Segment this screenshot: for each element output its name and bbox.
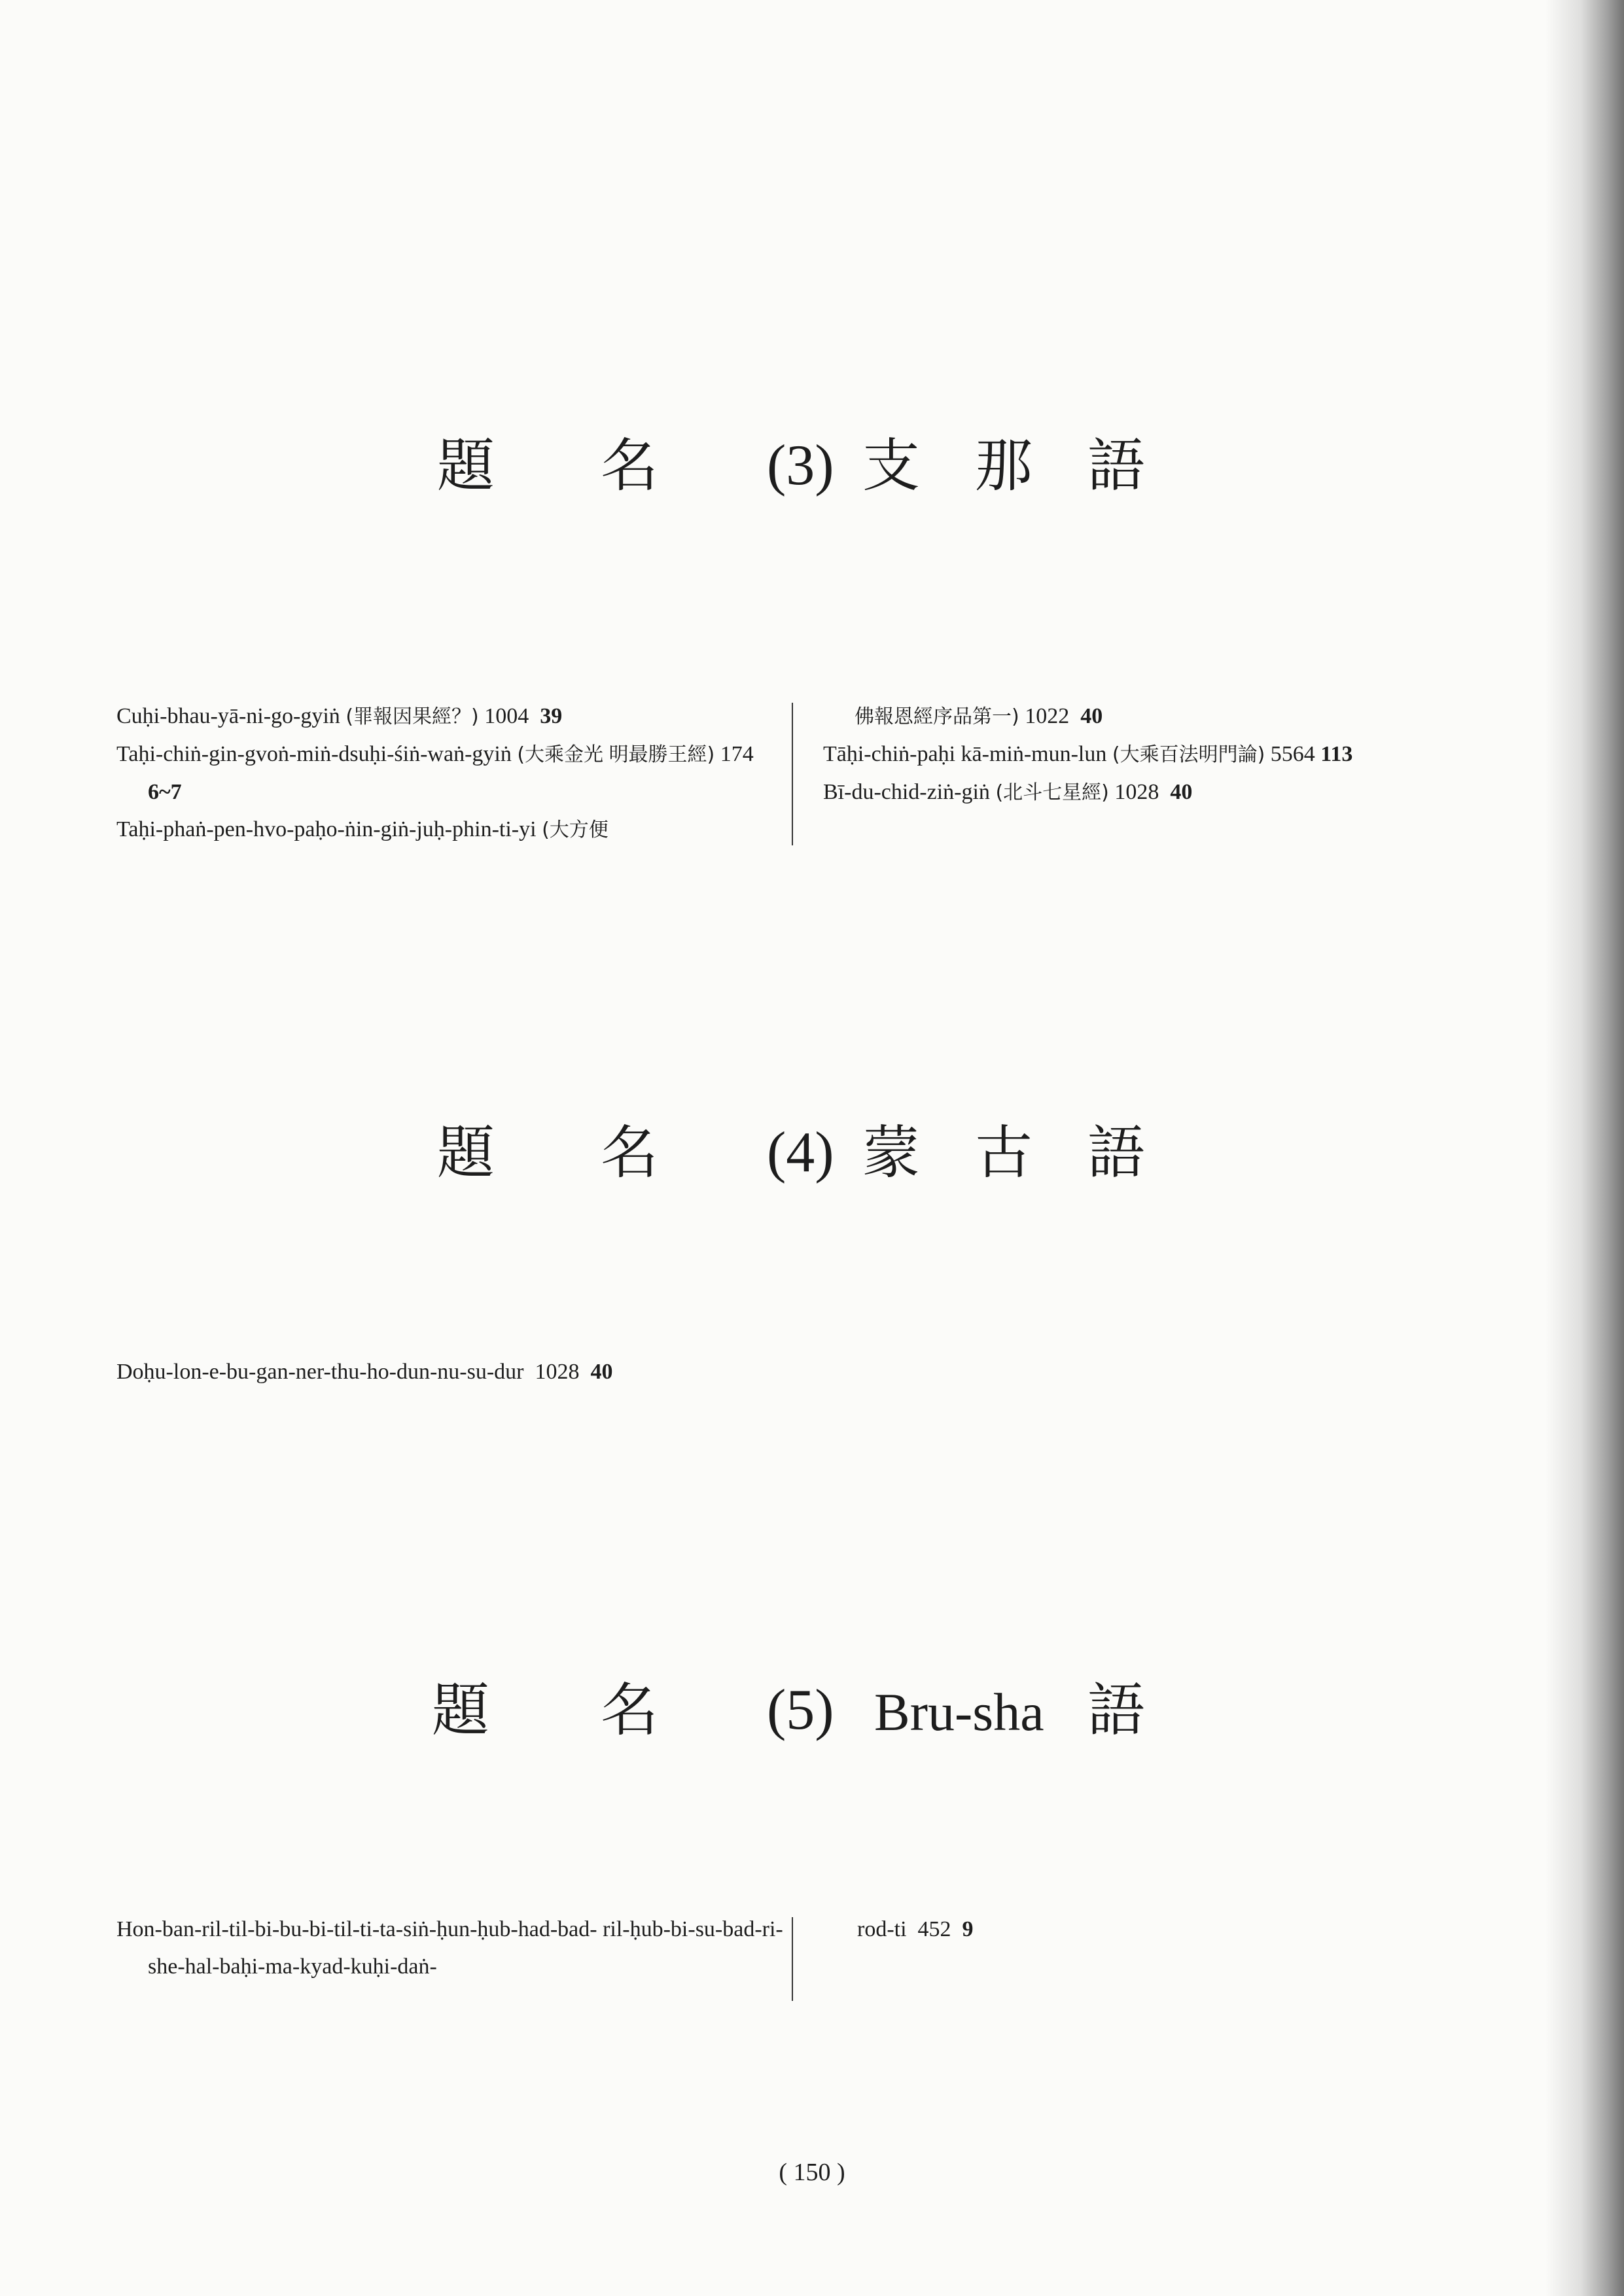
index-entry xyxy=(823,773,1477,811)
entry-chinese-title: (大方便 xyxy=(542,819,609,841)
entry-page: 113 xyxy=(1320,742,1353,766)
section-5-left-column xyxy=(116,1911,784,1985)
section-5-right-column xyxy=(857,1911,1381,1948)
title-lang-char-3: 語 xyxy=(1087,1676,1146,1744)
title-char-dai: 題 xyxy=(437,1119,495,1186)
entry-number: 1028 xyxy=(535,1360,580,1384)
title-section-number: (4) xyxy=(767,1121,834,1184)
page-number: ( 150 ) xyxy=(779,2159,845,2186)
entry-page: 40 xyxy=(590,1360,613,1384)
entry-romanized: Tāḥi-chiṅ-paḥi kā-miṅ-mun-lun xyxy=(823,742,1107,766)
entry-romanized: Cuḥi-bhau-yā-ni-go-gyiṅ xyxy=(116,704,340,728)
entry-romanized: Bī-du-chid-ziṅ-giṅ xyxy=(823,780,990,804)
section-4-column xyxy=(116,1353,836,1390)
title-char-dai: 題 xyxy=(437,432,495,499)
index-entry xyxy=(116,811,784,849)
entry-chinese-title: (大乘金光 xyxy=(517,743,604,766)
title-lang-char-2: 古 xyxy=(975,1119,1033,1186)
entry-number: 5564 xyxy=(1270,742,1315,766)
column-divider xyxy=(792,1917,793,2001)
entry-page: 9 xyxy=(962,1917,974,1941)
entry-page: 40 xyxy=(1080,704,1103,728)
index-entry xyxy=(823,735,1477,773)
index-entry-continued xyxy=(823,698,1477,735)
entry-romanized: Doḥu-lon-e-bu-gan-ner-thu-ho-dun-nu-su-dur xyxy=(116,1360,524,1384)
index-entry-continued xyxy=(857,1911,1381,1948)
title-lang-char-1: 蒙 xyxy=(862,1119,921,1186)
title-section-number: (5) xyxy=(767,1678,834,1742)
entry-number: 1004 xyxy=(484,704,529,728)
index-entry xyxy=(116,1911,784,1985)
entry-romanized: Taḥi-chiṅ-gin-gvoṅ-miṅ-dsuḥi-śiṅ-waṅ-gyiṅ xyxy=(116,742,512,766)
section-3-right-column xyxy=(823,698,1477,811)
title-char-mei: 名 xyxy=(601,432,659,499)
index-entry xyxy=(116,1353,836,1390)
title-lang-char-2: 那 xyxy=(975,432,1033,499)
index-entry xyxy=(116,698,784,735)
index-entry xyxy=(116,735,784,811)
title-lang-latin: Bru-sha xyxy=(874,1682,1044,1742)
title-char-dai: 題 xyxy=(432,1676,490,1744)
entry-number: 174 xyxy=(720,742,754,766)
title-lang-char-3: 語 xyxy=(1087,432,1146,499)
section-3-left-column xyxy=(116,698,784,849)
entry-romanized: rod-ti xyxy=(857,1917,907,1941)
entry-chinese-title: (大乘百法明門論) xyxy=(1112,743,1265,766)
entry-number: 1022 xyxy=(1025,704,1070,728)
entry-romanized: Hon-ban-ril-til-bi-bu-bi-til-ti-ta-siṅ-ḥun-ḥub-had-bad- xyxy=(116,1917,597,1941)
title-lang-char-1: 支 xyxy=(862,432,921,499)
title-section-number: (3) xyxy=(767,434,834,497)
entry-chinese-title-continued: 佛報恩經序品第一) xyxy=(855,705,1019,728)
title-lang-char-3: 語 xyxy=(1087,1119,1146,1186)
entry-chinese-title-continued: 明最勝王經) xyxy=(609,743,715,766)
entry-page: 40 xyxy=(1170,780,1193,804)
entry-page: 39 xyxy=(540,704,563,728)
entry-page: 6~7 xyxy=(148,780,182,804)
entry-romanized: Taḥi-phaṅ-pen-hvo-paḥo-ṅin-giṅ-juḥ-phin-ti-yi xyxy=(116,817,537,841)
entry-chinese-title: (罪報因果經？) xyxy=(345,705,479,728)
title-char-mei: 名 xyxy=(601,1119,659,1186)
entry-number: 452 xyxy=(917,1917,951,1941)
entry-romanized-continued: ril-ḥub-bi-su-bad-ri-she-hal-baḥi-ma-kyad-kuḥi-daṅ- xyxy=(148,1917,783,1979)
title-char-mei: 名 xyxy=(601,1676,659,1744)
entry-number: 1028 xyxy=(1114,780,1159,804)
column-divider xyxy=(792,703,793,845)
entry-chinese-title: (北斗七星經) xyxy=(995,781,1109,804)
page-edge-shadow xyxy=(1545,0,1624,2296)
